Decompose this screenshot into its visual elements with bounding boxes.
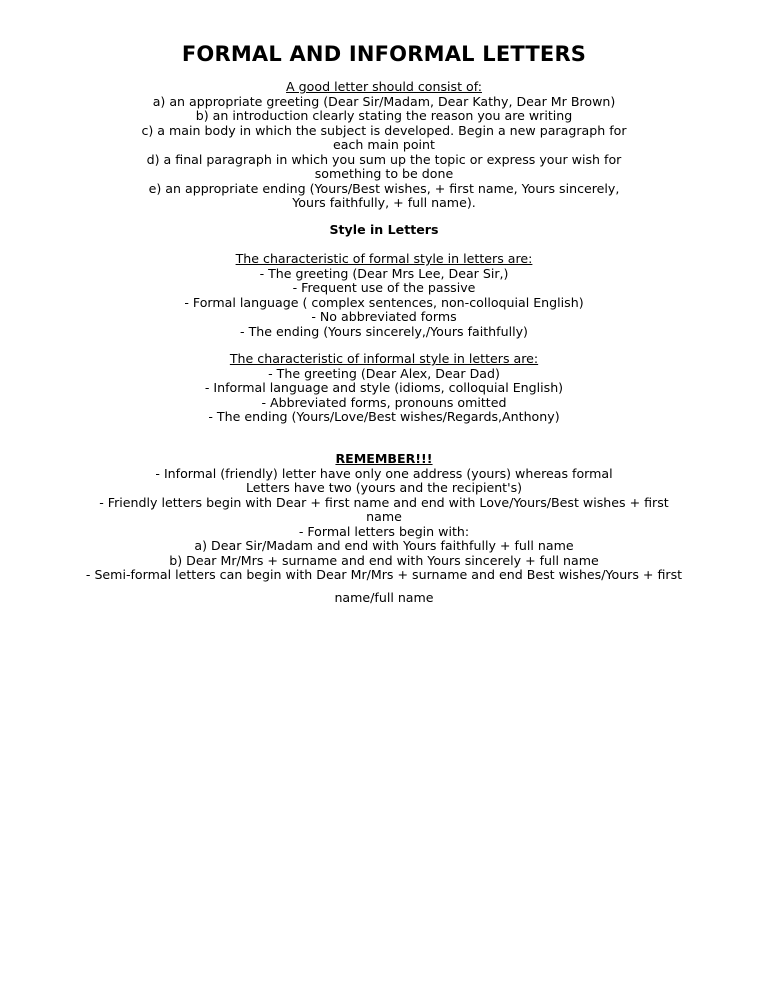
informal-style-line: - Informal language and style (idioms, colloquial English) xyxy=(204,380,564,395)
intro-line: something to be done xyxy=(314,166,454,181)
formal-style-line: - The greeting (Dear Mrs Lee, Dear Sir,) xyxy=(259,265,509,281)
remember-line: - Semi-formal letters can begin with Dear Mr/Mrs + surname and end Best wishes/Yours + first xyxy=(85,567,683,582)
remember-line: - Informal (friendly) letter have only one address (yours) whereas formal xyxy=(155,465,613,481)
intro-heading: A good letter should consist of: xyxy=(286,79,482,94)
intro-line: each main point xyxy=(333,137,435,152)
informal-style-line: - The ending (Yours/Love/Best wishes/Regards,Anthony) xyxy=(208,409,560,424)
informal-style-section xyxy=(0,352,768,425)
remember-line: - Friendly letters begin with Dear + first name and end with Love/Yours/Best wishes + first xyxy=(99,494,669,510)
formal-style-heading: The characteristic of formal style in letters are: xyxy=(235,251,533,266)
intro-line: Yours faithfully, + full name). xyxy=(292,195,476,210)
formal-style-line: - The ending (Yours sincerely,/Yours faithfully) xyxy=(240,323,528,339)
intro-line: b) an introduction clearly stating the reason you are writing xyxy=(195,108,573,123)
informal-style-line: - Abbreviated forms, pronouns omitted xyxy=(261,394,507,410)
intro-line: d) a final paragraph in which you sum up the topic or express your wish for xyxy=(146,151,622,167)
remember-line: a) Dear Sir/Madam and end with Yours faithfully + full name xyxy=(194,538,574,553)
page-title: FORMAL AND INFORMAL LETTERS xyxy=(181,42,587,66)
remember-line: b) Dear Mr/Mrs + surname and end with Yours sincerely + full name xyxy=(169,552,599,568)
intro-line: c) a main body in which the subject is developed. Begin a new paragraph for xyxy=(141,122,627,138)
intro-line: e) an appropriate ending (Yours/Best wishes, + first name, Yours sincerely, xyxy=(148,180,620,196)
formal-style-section xyxy=(0,252,768,339)
remember-line: Letters have two (yours and the recipient's) xyxy=(245,480,523,495)
remember-line: - Formal letters begin with: xyxy=(298,523,470,539)
remember-line: name xyxy=(366,509,402,524)
formal-style-line: - No abbreviated forms xyxy=(311,309,457,324)
formal-style-line: - Frequent use of the passive xyxy=(292,280,476,295)
style-heading: Style in Letters xyxy=(329,222,439,237)
formal-style-line: - Formal language ( complex sentences, non-colloquial English) xyxy=(184,294,584,310)
informal-style-heading: The characteristic of informal style in letters are: xyxy=(229,351,539,366)
intro-line: a) an appropriate greeting (Dear Sir/Madam, Dear Kathy, Dear Mr Brown) xyxy=(152,93,616,109)
intro-section xyxy=(0,80,768,211)
remember-heading: REMEMBER!!! xyxy=(335,451,433,466)
remember-last-line: name/full name xyxy=(334,589,434,605)
style-section xyxy=(0,223,768,238)
remember-section xyxy=(0,452,768,605)
informal-style-line: - The greeting (Dear Alex, Dear Dad) xyxy=(268,365,500,381)
